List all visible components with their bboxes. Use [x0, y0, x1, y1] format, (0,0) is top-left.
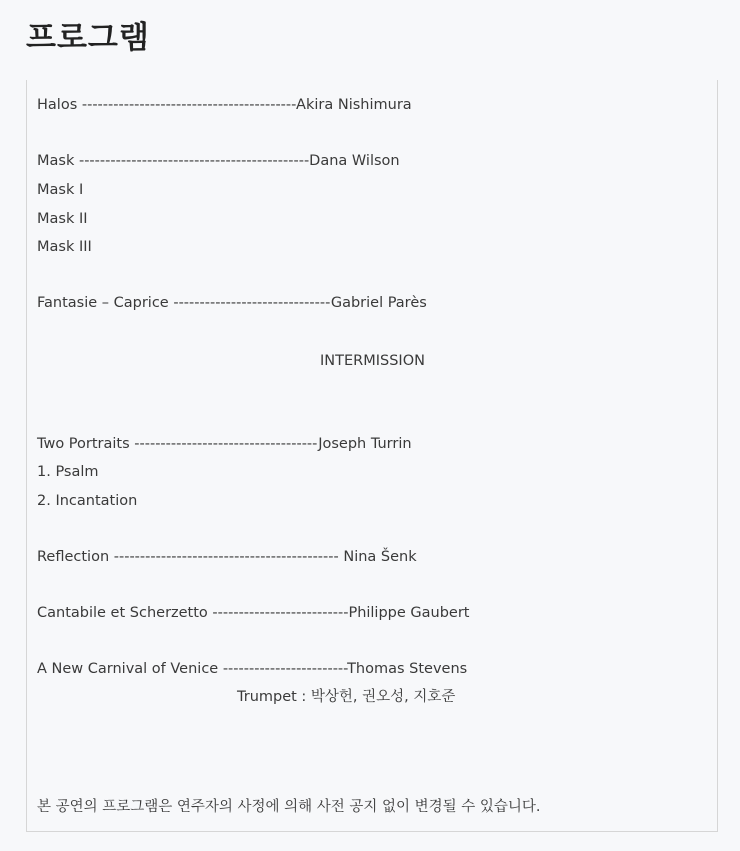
program-item-halos: Halos -----------------------------------------Akira Nishimura: [37, 97, 412, 113]
program-item-carnival-of-venice: A New Carnival of Venice ------------------------Thomas Stevens: [37, 661, 468, 677]
program-movement-mask-1: Mask I: [37, 182, 84, 198]
program-movement-psalm: 1. Psalm: [37, 464, 99, 480]
program-content: [26, 80, 718, 832]
program-movement-incantation: 2. Incantation: [37, 493, 138, 509]
program-movement-mask-3: Mask III: [37, 239, 92, 255]
program-item-reflection: Reflection ------------------------------------------- Nina Šenk: [37, 549, 417, 565]
page-title: 프로그램: [26, 20, 150, 56]
program-item-cantabile: Cantabile et Scherzetto --------------------------Philippe Gaubert: [37, 605, 470, 621]
program-item-fantasie-caprice: Fantasie – Caprice ------------------------------Gabriel Parès: [37, 295, 427, 311]
program-change-notice: 본 공연의 프로그램은 연주자의 사정에 의해 사전 공지 없이 변경될 수 있습니다.: [37, 799, 541, 815]
program-item-mask: Mask --------------------------------------------Dana Wilson: [37, 153, 400, 169]
program-item-two-portraits: Two Portraits -----------------------------------Joseph Turrin: [37, 436, 412, 452]
performers-line: Trumpet : 박상헌, 권오성, 지호준: [237, 689, 456, 705]
program-movement-mask-2: Mask II: [37, 211, 88, 227]
intermission-label: INTERMISSION: [320, 353, 425, 369]
